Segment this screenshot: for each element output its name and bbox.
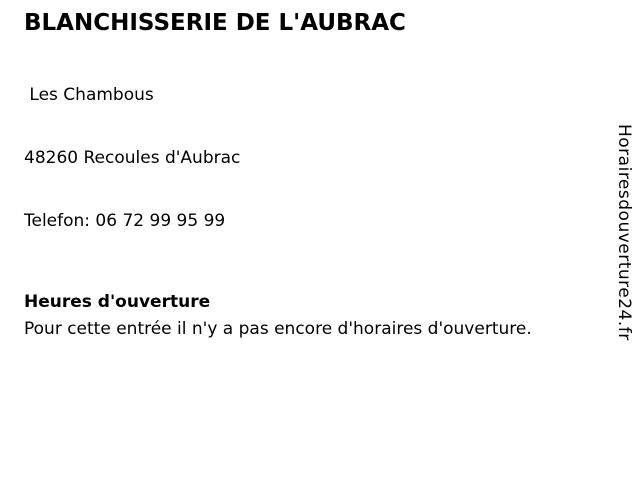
address-block: [24, 43, 596, 274]
address-line-street: Les Chambous: [24, 85, 154, 105]
opening-hours-heading: Heures d'ouverture: [24, 292, 211, 312]
address-line-city: 48260 Recoules d'Aubrac: [24, 148, 241, 168]
phone-line: Telefon: 06 72 99 95 99: [24, 211, 226, 231]
page-title: BLANCHISSERIE DE L'AUBRAC: [24, 10, 406, 36]
site-watermark: Horairesdouverture24.fr: [614, 124, 634, 341]
opening-hours-message: Pour cette entrée il n'y a pas encore d'horaires d'ouverture.: [24, 319, 532, 339]
